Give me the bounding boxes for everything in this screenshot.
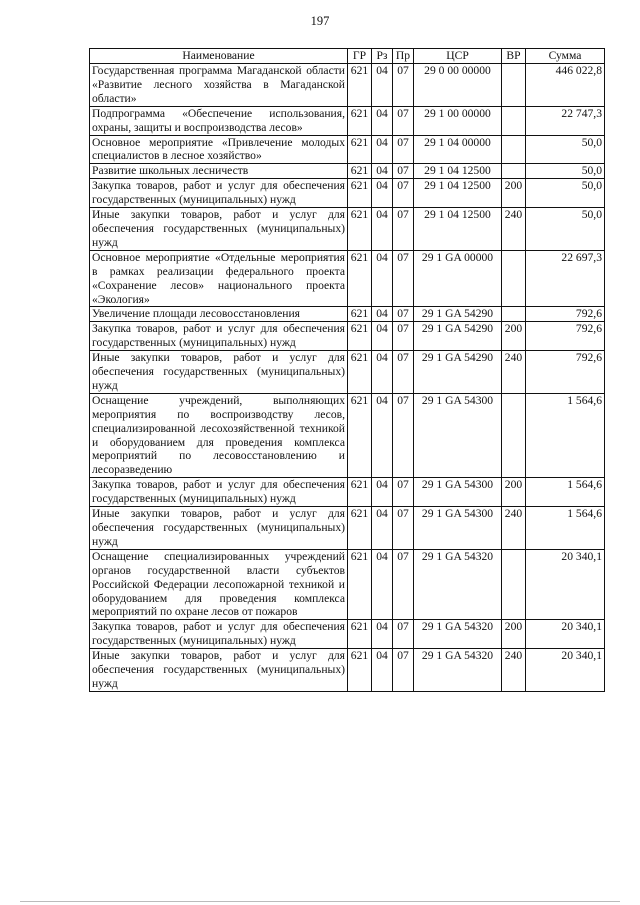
row-csr: 29 1 GA 54300 [414,478,502,507]
row-rz: 04 [372,307,393,322]
table-row [90,250,605,307]
row-sum: 22 747,3 [526,106,605,135]
row-vr [502,106,526,135]
row-gr: 621 [348,549,372,620]
table-row [90,164,605,179]
table-row [90,322,605,351]
row-name: Основное мероприятие «Привлечение молодых специалистов в лесное хозяйство» [90,135,348,164]
row-sum: 50,0 [526,135,605,164]
row-sum: 1 564,6 [526,478,605,507]
row-sum: 1 564,6 [526,507,605,550]
table-row [90,64,605,107]
row-rz: 04 [372,549,393,620]
header-sum: Сумма [526,49,605,64]
row-name: Государственная программа Магаданской области «Развитие лесного хозяйства в Магаданской области» [90,64,348,107]
row-pr: 07 [393,393,414,477]
row-name: Увеличение площади лесовосстановления [90,307,348,322]
row-gr: 621 [348,478,372,507]
table-row [90,549,605,620]
row-rz: 04 [372,179,393,208]
row-gr: 621 [348,649,372,692]
row-name: Закупка товаров, работ и услуг для обеспечения государственных (муниципальных) нужд [90,620,348,649]
row-pr: 07 [393,208,414,251]
row-csr: 29 1 00 00000 [414,106,502,135]
row-csr: 29 1 04 00000 [414,135,502,164]
row-pr: 07 [393,164,414,179]
row-rz: 04 [372,507,393,550]
row-rz: 04 [372,106,393,135]
table-body [90,64,605,692]
row-vr [502,64,526,107]
row-rz: 04 [372,649,393,692]
row-csr: 29 1 GA 54290 [414,307,502,322]
row-name: Иные закупки товаров, работ и услуг для обеспечения государственных (муниципальных) нужд [90,351,348,394]
row-vr: 240 [502,649,526,692]
row-sum: 792,6 [526,307,605,322]
header-vr: ВР [502,49,526,64]
row-sum: 50,0 [526,164,605,179]
header-rz: Рз [372,49,393,64]
row-sum: 20 340,1 [526,549,605,620]
row-pr: 07 [393,322,414,351]
row-pr: 07 [393,478,414,507]
row-sum: 446 022,8 [526,64,605,107]
budget-table [89,48,605,692]
table-row [90,649,605,692]
row-csr: 29 1 04 12500 [414,164,502,179]
row-pr: 07 [393,351,414,394]
row-rz: 04 [372,322,393,351]
row-vr [502,135,526,164]
table-row [90,507,605,550]
table-header-row [90,49,605,64]
row-name: Иные закупки товаров, работ и услуг для обеспечения государственных (муниципальных) нужд [90,649,348,692]
row-pr: 07 [393,135,414,164]
row-pr: 07 [393,649,414,692]
row-csr: 29 1 GA 54320 [414,620,502,649]
row-name: Закупка товаров, работ и услуг для обеспечения государственных (муниципальных) нужд [90,179,348,208]
row-pr: 07 [393,64,414,107]
row-vr [502,164,526,179]
table-row [90,106,605,135]
row-vr: 240 [502,351,526,394]
header-gr: ГР [348,49,372,64]
row-vr [502,549,526,620]
row-csr: 29 1 GA 54300 [414,393,502,477]
row-pr: 07 [393,179,414,208]
row-pr: 07 [393,307,414,322]
row-csr: 29 1 GA 54320 [414,649,502,692]
row-pr: 07 [393,250,414,307]
row-rz: 04 [372,164,393,179]
row-vr: 240 [502,507,526,550]
table-row [90,351,605,394]
row-rz: 04 [372,135,393,164]
row-vr [502,250,526,307]
row-gr: 621 [348,135,372,164]
row-gr: 621 [348,620,372,649]
row-name: Основное мероприятие «Отдельные мероприятия в рамках реализации федерального проекта «Сохранение лесов» национального проекта «Экология» [90,250,348,307]
header-csr: ЦСР [414,49,502,64]
row-csr: 29 1 GA 54320 [414,549,502,620]
row-csr: 29 1 GA 54300 [414,507,502,550]
row-sum: 20 340,1 [526,620,605,649]
row-sum: 792,6 [526,351,605,394]
row-gr: 621 [348,322,372,351]
row-sum: 1 564,6 [526,393,605,477]
row-vr: 240 [502,208,526,251]
table-row [90,179,605,208]
row-vr: 200 [502,179,526,208]
row-csr: 29 1 GA 54290 [414,351,502,394]
row-rz: 04 [372,351,393,394]
header-pr: Пр [393,49,414,64]
row-csr: 29 1 GA 00000 [414,250,502,307]
row-pr: 07 [393,507,414,550]
row-sum: 50,0 [526,208,605,251]
row-rz: 04 [372,64,393,107]
row-sum: 792,6 [526,322,605,351]
row-pr: 07 [393,106,414,135]
row-sum: 20 340,1 [526,649,605,692]
table-row [90,135,605,164]
row-rz: 04 [372,478,393,507]
row-gr: 621 [348,64,372,107]
row-name: Развитие школьных лесничеств [90,164,348,179]
table-row [90,478,605,507]
row-name: Подпрограмма «Обеспечение использования, охраны, защиты и воспроизводства лесов» [90,106,348,135]
header-name: Наименование [90,49,348,64]
row-gr: 621 [348,351,372,394]
row-vr [502,393,526,477]
row-vr: 200 [502,478,526,507]
row-sum: 22 697,3 [526,250,605,307]
table-row [90,307,605,322]
row-gr: 621 [348,106,372,135]
scan-edge-line [20,901,620,902]
row-csr: 29 1 GA 54290 [414,322,502,351]
row-rz: 04 [372,250,393,307]
row-sum: 50,0 [526,179,605,208]
page-number: 197 [310,14,330,28]
row-gr: 621 [348,307,372,322]
row-csr: 29 1 04 12500 [414,208,502,251]
row-gr: 621 [348,164,372,179]
row-name: Оснащение учреждений, выполняющих мероприятия по воспроизводству лесов, специализированной лесохозяйственной техникой и оборудованием для проведения комплекса мероприятий по лесовосстановлению и лесоразведению [90,393,348,477]
row-rz: 04 [372,620,393,649]
row-vr: 200 [502,620,526,649]
row-rz: 04 [372,393,393,477]
row-pr: 07 [393,620,414,649]
row-name: Оснащение специализированных учреждений органов государственной власти субъектов Российской Федерации лесопожарной техникой и оборудованием для проведения комплекса мероприятий по охране лесов от пожаров [90,549,348,620]
row-vr: 200 [502,322,526,351]
row-name: Закупка товаров, работ и услуг для обеспечения государственных (муниципальных) нужд [90,322,348,351]
row-csr: 29 1 04 12500 [414,179,502,208]
row-vr [502,307,526,322]
row-csr: 29 0 00 00000 [414,64,502,107]
row-gr: 621 [348,250,372,307]
row-rz: 04 [372,208,393,251]
row-name: Закупка товаров, работ и услуг для обеспечения государственных (муниципальных) нужд [90,478,348,507]
row-name: Иные закупки товаров, работ и услуг для обеспечения государственных (муниципальных) нужд [90,208,348,251]
row-gr: 621 [348,179,372,208]
row-gr: 621 [348,507,372,550]
row-pr: 07 [393,549,414,620]
table-row [90,208,605,251]
table-row [90,620,605,649]
row-gr: 621 [348,393,372,477]
row-name: Иные закупки товаров, работ и услуг для обеспечения государственных (муниципальных) нужд [90,507,348,550]
row-gr: 621 [348,208,372,251]
table-row [90,393,605,477]
